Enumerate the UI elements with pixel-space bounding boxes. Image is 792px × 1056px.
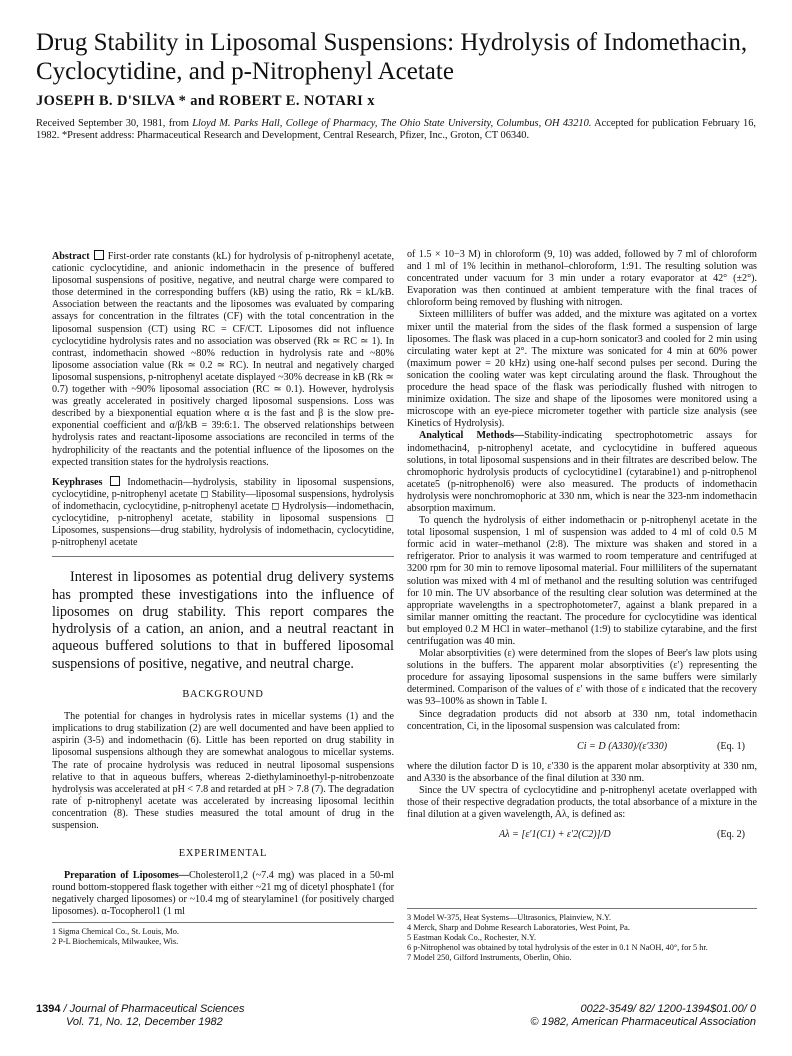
right-paragraph-8: Since the UV spectra of cyclocytidine and p-nitrophenyl acetate overlapped with those of their respective degradation products, the total absorbance of a mixture in the final dilution at a given wavelength, Aλ, is defined as: [407,785,757,821]
received-text: Received September 30, 1981, from [36,118,193,129]
accepted-text: Accepted for publication February 16, 1982. *Present address: Pharmaceutical Research and Development, Central Research, Pfizer, Inc., Groton, CT 06340. [36,118,756,142]
experimental-heading: EXPERIMENTAL [178,848,268,860]
intro-paragraph: Interest in liposomes as potential drug delivery systems has prompted these investigations into the influence of liposomes on drug stability. This report compares the hydrolysis of a cation, an anion, and a neutral reactant in aqueous buffered solutions to that in buffered liposomal suspensions of positive, negative, and neutral charge. [52,569,394,672]
equation-2 [407,829,757,841]
right-footnotes [407,908,757,963]
right-paragraph-5: Molar absorptivities (ε) were determined from the slopes of Beer's law plots using solutions in the buffers. The apparent molar absorptivities (ε′) representing the procedure for assaying liposomal suspensions in the same buffers were similarly determined. Comparison of the values of ε′ with those of ε indicated that the recovery was 93–100% as shown in Table I. [407,648,757,708]
abstract-paragraph [52,250,394,469]
copyright-footer [530,1003,756,1029]
preparation-label: Preparation of Liposomes— [64,870,189,882]
journal-name: / Journal of Pharmaceutical Sciences [60,1003,245,1015]
abstract-text: First-order rate constants (kL) for hydrolysis of p-nitrophenyl acetate, cationic cyclocytidine, and anionic indomethacin in the presence of buffered liposomal suspensions of positive, negative, and neutral charge were compared to those determined in the corresponding buffers (kB) using the ratio, Rk = kL/kB. Association between the reactants and the liposomes was evaluated by comparing assays for concentration in the filtrates (CF) with the total concentration in the liposomal suspension (CT) using RC = CF/CT. Liposomes did not influence cyclocytidine hydrolysis rates and no association was observed (Rk ≃ RC ≃ 1). In contrast, indomethacin showed ~80% reduction in hydrolysis rate and ~80% liposome association value (Rk ≃ 0.2 ≃ RC). In neutral and negatively charged liposomal suspensions, p-nitrophenyl acetate displayed ~30% decrease in kB (Rk ≃ 0.7) together with ~90% liposomal association (RC ≃ 0.1). However, hydrolysis was greatly accelerated in positively charged liposomal suspensions. Loss was described by a biexponential equation where α is the fast and β is the slow pre-exponential coefficient and α/β/kB = 39:6:1. The observed relationships between hydrolysis rates and reactant-liposome associations are reconciled in terms of the hydrophilicity of the reactants and the potential influence of the liposomes on the expected transition states for the hydrolysis reactions. [52,251,394,468]
analytical-methods-text: Stability-indicating spectrophotometric assays for indomethacin4, p-nitrophenyl acetate, and cyclocytidine in buffered aqueous solutions, in total liposomal suspensions and in their filtrates are described below. The chromophoric hydrolysis products of cyclocytidine1 (cytarabine1) and p-nitrophenol acetate5 (p-nitrophenol6) were also measured. The products of indomethacin hydrolysis were nonchromophoric at 330 nm, which is near the 323-nm indomethacin absorption maximum. [407,430,757,514]
left-footnotes [52,922,394,947]
analytical-methods-label: Analytical Methods— [419,430,525,442]
page-number: 1394 [36,1003,61,1015]
analytical-methods-paragraph [407,430,757,515]
equation-1-body: Ci = D (A330)/(ε′330) [577,740,668,752]
box-bullet-icon [94,250,104,260]
right-paragraph-2: Sixteen milliliters of buffer was added, and the mixture was agitated on a vortex mixer until the material from the sides of the flask formed a suspension of large liposomes. The flask was placed in a cup-horn sonicator3 and cooled for 2 min using circulating water kept at 2°. The mixture was sonicated for 4 min at 60% power (maximum power = 20 kHz) using one-half second pulses per second. During the sonication the cooling water was kept circulating around the flask. Throughout the procedure the head space of the flask was periodically flushed with nitrogen to minimize oxidation. The size and shape of the liposomes were monitored using a microscope with an eye-piece micrometer together with particle size analysis (see Kinetics of Hydrolysis). [407,309,757,430]
footnote: 7 Model 250, Gilford Instruments, Oberlin, Ohio. [407,953,572,962]
abstract-block [52,250,394,557]
preparation-paragraph [52,870,394,918]
keyphrases-text: Indomethacin—hydrolysis, stability in liposomal suspensions, cyclocytidine, p-nitrophenyl acetate ◻ Stability—liposomal suspensions, hydrolysis of indomethacin, cyclocytidine, p-nitrophenyl acetate ◻ Hydrolysis—indomethacin, cyclocytidine, p-nitrophenyl acetate, stability in liposomal suspensions ◻ Liposomes, suspensions—drug stability, hydrolysis of indomethacin, cyclocytidine, p-nitrophenyl acetate [52,476,394,549]
footnote: 5 Eastman Kodak Co., Rochester, N.Y. [407,933,537,942]
preparation-text: Cholesterol1,2 (~7.4 mg) was placed in a 50-ml round bottom-stoppered flask together with either ~21 mg of dicetyl phosphate1 (for negatively charged liposomes) or ~10.4 mg of stearylamine1 (for positively charged liposomes). α-Tocopherol1 (1 ml [52,870,395,918]
affiliation: Lloyd M. Parks Hall, College of Pharmacy, The Ohio State University, Columbus, OH 43210. [192,118,592,129]
paper-title: Drug Stability in Liposomal Suspensions: Hydrolysis of Indomethacin, Cyclocytidine, and p-Nitrophenyl Acetate [36,29,748,85]
background-paragraph: The potential for changes in hydrolysis rates in micellar systems (1) and the implications to drug stabilization (2) are well documented and have been applied to aspirin (3-5) and indomethacin (6). Little has been reported on drug stability in liposomal suspensions although they are somewhat analogous to micellar systems. The rate of procaine hydrolysis was reduced in neutral liposomal suspensions relative to that in aqueous buffers, whereas 2-diethylaminoethyl-p-nitrobenzoate hydrolysis was accelerated at pH < 7.8 and retarded at pH > 7.8 (7). The degradation rate of p-nitrophenyl acetate was accelerated by increasing liposomal lecithin concentration (8). These studies measured the total amount of drug in the suspension. [52,711,394,831]
right-paragraph-1: of 1.5 × 10−3 M) in chloroform (9, 10) was added, followed by 7 ml of chloroform and 1 ml of 1% lecithin in methanol–chloroform, 1:91. The resulting solution was concentrated under vacuum for 3 min under a rotary evaporator at 42° (±2°). Evaporation was then continued at ambient temperature with the final traces of chloroform being removed by flushing with nitrogen. [407,249,757,309]
right-paragraph-6: Since degradation products did not absorb at 330 nm, total indomethacin concentration, Ci, in the liposomal suspension was calculated from: [407,708,757,732]
footnote: 4 Merck, Sharp and Dohme Research Laboratories, West Point, Pa. [407,923,630,932]
box-bullet-icon [110,476,120,486]
right-column [407,249,757,849]
author-line: JOSEPH B. D'SILVA * and ROBERT E. NOTARI x [36,93,375,109]
footnote: 1 Sigma Chemical Co., St. Louis, Mo. [52,927,179,936]
keyphrases-label: Keyphrases [52,476,103,488]
article-code: 0022-3549/ 82/ 1200-1394$01.00/ 0 [580,1003,756,1015]
equation-1-number: (Eq. 1) [716,740,745,752]
keyphrases-paragraph [52,476,394,550]
footnote: 3 Model W-375, Heat Systems—Ultrasonics, Plainview, N.Y. [407,913,612,922]
copyright-line: © 1982, American Pharmaceutical Association [530,1016,756,1028]
received-line [36,118,756,143]
right-paragraph-7: where the dilution factor D is 10, ε′330 is the apparent molar absorptivity at 330 nm, and A330 is the absorbance of the final dilution at 330 nm. [407,760,757,784]
right-paragraph-4: To quench the hydrolysis of either indomethacin or p-nitrophenyl acetate in the total liposomal suspension, 1 ml of suspension was added to 4 ml of cold 0.5 M formic acid in water–methanol (2:8). The mixture was shaken and stored in a refrigerator. Prior to analysis it was warmed to room temperature and centrifuged at 3200 rpm for 30 min to remove liposomal material. Four milliliters of the supernatant solution was mixed with 4 ml of methanol and the resulting solution was centrifuged for 10 min. The UV absorbance of the resulting clear solution was determined at the appropriate wavelengths in a spectrophotometer7, against a blank prepared in a similar manner omitting the reactant. The procedure for cyclocytidine was identical but employed 0.2 M HCl in water–methanol (1:9) to stabilize cytarabine, and the first centrifugation was 40 min. [407,515,757,647]
equation-1 [407,741,757,753]
equation-2-body: Aλ = [ε′1(C1) + ε′2(C2)]/D [499,829,611,841]
background-heading: BACKGROUND [182,689,264,701]
footnote: 2 P-L Biochemicals, Milwaukee, Wis. [52,937,179,946]
abstract-label: Abstract [52,251,90,262]
footnote: 6 p-Nitrophenol was obtained by total hydrolysis of the ester in 0.1 N NaOH, 40°, for 5 hr. [407,943,708,952]
journal-footer [36,1003,245,1029]
left-column [52,250,394,919]
equation-2-number: (Eq. 2) [716,829,745,841]
journal-volume: Vol. 71, No. 12, December 1982 [66,1016,223,1028]
